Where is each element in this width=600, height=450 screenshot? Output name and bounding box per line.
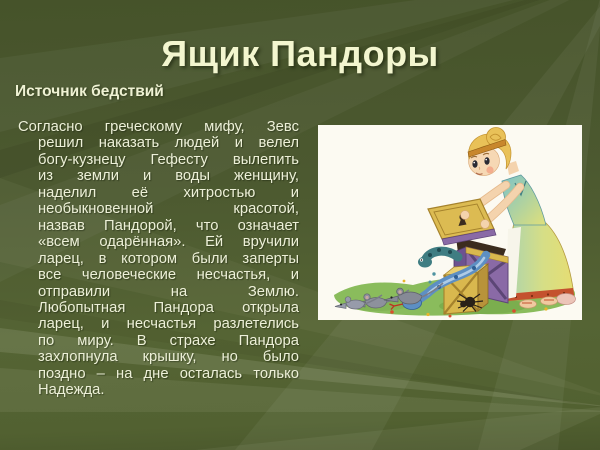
body-text-line: ларец, в котором были заперты xyxy=(38,250,299,267)
slide-subtitle: Источник бедствий xyxy=(15,83,164,100)
body-text-line: Надежда. xyxy=(38,382,105,399)
body-text-line: богу-кузнецу Гефесту вылепить xyxy=(38,151,299,168)
body-text-line: необыкновенной красотой, xyxy=(38,201,299,218)
body-text-line: «всем одарённая». Ей вручили xyxy=(38,234,299,251)
body-text-line: из земли и воды женщину, xyxy=(38,168,299,185)
body-text-line: по миру. В страхе Пандора xyxy=(38,332,299,349)
body-text-line: назвав Пандорой, что означает xyxy=(38,217,299,234)
body-text-line: Любопытная Пандора открыла xyxy=(38,299,299,316)
pandora-illustration-drawing xyxy=(318,125,582,320)
body-text-line: отправили на Землю. xyxy=(38,283,299,300)
slide-title: Ящик Пандоры xyxy=(161,33,439,74)
body-text-line: наделил её хитростью и xyxy=(38,184,299,201)
body-text xyxy=(18,119,299,399)
pandora-illustration xyxy=(318,125,582,320)
body-text-line: поздно – на дне осталась только xyxy=(38,365,299,382)
body-text-line: Согласно греческому мифу, Зевс xyxy=(18,119,299,135)
body-text-line: решил наказать людей и велел xyxy=(38,135,299,152)
body-text-line: захлопнула крышку, но было xyxy=(38,349,299,366)
body-text-line: все человеческие несчастья, и xyxy=(38,267,299,284)
body-text-line: ларец, и несчастья разлетелись xyxy=(38,316,299,333)
